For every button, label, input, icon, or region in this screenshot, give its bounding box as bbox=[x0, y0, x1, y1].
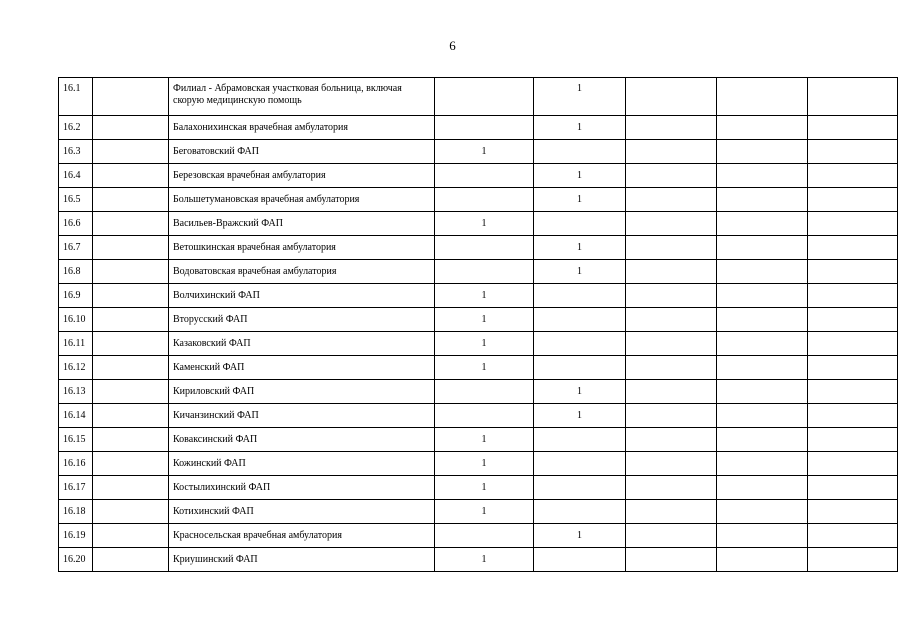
table-row bbox=[59, 428, 898, 452]
value-cell-b: 1 bbox=[534, 164, 626, 188]
code-cell bbox=[93, 116, 169, 140]
value-cell-a bbox=[435, 78, 534, 116]
facility-name-cell: Водоватовская врачебная амбулатория bbox=[169, 260, 435, 284]
facility-name-cell: Костылихинский ФАП bbox=[169, 476, 435, 500]
value-cell-b bbox=[534, 476, 626, 500]
code-cell bbox=[93, 284, 169, 308]
empty-cell bbox=[626, 140, 717, 164]
value-cell-a: 1 bbox=[435, 332, 534, 356]
code-cell bbox=[93, 164, 169, 188]
facility-name-cell: Ветошкинская врачебная амбулатория bbox=[169, 236, 435, 260]
empty-cell bbox=[717, 284, 808, 308]
empty-cell bbox=[717, 140, 808, 164]
table-row bbox=[59, 404, 898, 428]
code-cell bbox=[93, 332, 169, 356]
empty-cell bbox=[808, 284, 898, 308]
empty-cell bbox=[808, 308, 898, 332]
empty-cell bbox=[808, 236, 898, 260]
facility-name-cell: Котихинский ФАП bbox=[169, 500, 435, 524]
row-number-cell: 16.11 bbox=[59, 332, 93, 356]
empty-cell bbox=[626, 236, 717, 260]
empty-cell bbox=[717, 164, 808, 188]
row-number-cell: 16.14 bbox=[59, 404, 93, 428]
value-cell-b: 1 bbox=[534, 260, 626, 284]
table-body bbox=[59, 78, 898, 572]
value-cell-b bbox=[534, 212, 626, 236]
code-cell bbox=[93, 476, 169, 500]
empty-cell bbox=[808, 116, 898, 140]
table-row bbox=[59, 140, 898, 164]
empty-cell bbox=[808, 428, 898, 452]
table-row bbox=[59, 452, 898, 476]
row-number-cell: 16.5 bbox=[59, 188, 93, 212]
row-number-cell: 16.4 bbox=[59, 164, 93, 188]
value-cell-b bbox=[534, 356, 626, 380]
page-number: 6 bbox=[449, 38, 456, 53]
code-cell bbox=[93, 236, 169, 260]
code-cell bbox=[93, 308, 169, 332]
empty-cell bbox=[717, 380, 808, 404]
code-cell bbox=[93, 428, 169, 452]
value-cell-a: 1 bbox=[435, 428, 534, 452]
value-cell-a: 1 bbox=[435, 476, 534, 500]
empty-cell bbox=[626, 212, 717, 236]
facility-name-cell: Кичанзинский ФАП bbox=[169, 404, 435, 428]
empty-cell bbox=[717, 332, 808, 356]
row-number-cell: 16.16 bbox=[59, 452, 93, 476]
facility-name-cell: Волчихинский ФАП bbox=[169, 284, 435, 308]
empty-cell bbox=[626, 116, 717, 140]
empty-cell bbox=[626, 260, 717, 284]
table-row bbox=[59, 164, 898, 188]
empty-cell bbox=[717, 78, 808, 116]
facility-name-cell: Казаковский ФАП bbox=[169, 332, 435, 356]
empty-cell bbox=[808, 78, 898, 116]
empty-cell bbox=[626, 308, 717, 332]
empty-cell bbox=[626, 332, 717, 356]
code-cell bbox=[93, 524, 169, 548]
empty-cell bbox=[717, 116, 808, 140]
empty-cell bbox=[808, 332, 898, 356]
code-cell bbox=[93, 380, 169, 404]
empty-cell bbox=[626, 284, 717, 308]
facilities-table bbox=[58, 77, 898, 572]
code-cell bbox=[93, 188, 169, 212]
row-number-cell: 16.2 bbox=[59, 116, 93, 140]
empty-cell bbox=[808, 404, 898, 428]
empty-cell bbox=[626, 78, 717, 116]
empty-cell bbox=[717, 428, 808, 452]
value-cell-a bbox=[435, 260, 534, 284]
empty-cell bbox=[717, 308, 808, 332]
row-number-cell: 16.9 bbox=[59, 284, 93, 308]
value-cell-b bbox=[534, 452, 626, 476]
empty-cell bbox=[808, 356, 898, 380]
value-cell-a bbox=[435, 524, 534, 548]
empty-cell bbox=[717, 212, 808, 236]
empty-cell bbox=[808, 260, 898, 284]
empty-cell bbox=[808, 380, 898, 404]
table-row bbox=[59, 78, 898, 116]
facility-name-cell: Большетумановская врачебная амбулатория bbox=[169, 188, 435, 212]
facility-name-cell: Коваксинский ФАП bbox=[169, 428, 435, 452]
empty-cell bbox=[626, 500, 717, 524]
value-cell-a: 1 bbox=[435, 452, 534, 476]
empty-cell bbox=[626, 188, 717, 212]
table-row bbox=[59, 500, 898, 524]
facility-name-cell: Балахонихинская врачебная амбулатория bbox=[169, 116, 435, 140]
empty-cell bbox=[808, 212, 898, 236]
row-number-cell: 16.3 bbox=[59, 140, 93, 164]
facility-name-cell: Кириловский ФАП bbox=[169, 380, 435, 404]
value-cell-b: 1 bbox=[534, 524, 626, 548]
row-number-cell: 16.13 bbox=[59, 380, 93, 404]
code-cell bbox=[93, 452, 169, 476]
empty-cell bbox=[808, 452, 898, 476]
code-cell bbox=[93, 500, 169, 524]
value-cell-b: 1 bbox=[534, 404, 626, 428]
row-number-cell: 16.10 bbox=[59, 308, 93, 332]
table-row bbox=[59, 308, 898, 332]
row-number-cell: 16.15 bbox=[59, 428, 93, 452]
table-row bbox=[59, 332, 898, 356]
empty-cell bbox=[626, 452, 717, 476]
facility-name-cell: Филиал - Абрамовская участковая больница, включая скорую медицинскую помощь bbox=[169, 78, 435, 116]
row-number-cell: 16.6 bbox=[59, 212, 93, 236]
code-cell bbox=[93, 356, 169, 380]
table-row bbox=[59, 356, 898, 380]
empty-cell bbox=[717, 452, 808, 476]
value-cell-b: 1 bbox=[534, 188, 626, 212]
empty-cell bbox=[808, 164, 898, 188]
value-cell-b: 1 bbox=[534, 380, 626, 404]
value-cell-b bbox=[534, 548, 626, 572]
empty-cell bbox=[626, 428, 717, 452]
table-row bbox=[59, 116, 898, 140]
empty-cell bbox=[808, 548, 898, 572]
value-cell-a bbox=[435, 116, 534, 140]
table-row bbox=[59, 548, 898, 572]
code-cell bbox=[93, 78, 169, 116]
row-number-cell: 16.8 bbox=[59, 260, 93, 284]
value-cell-a bbox=[435, 164, 534, 188]
table-row bbox=[59, 188, 898, 212]
code-cell bbox=[93, 260, 169, 284]
value-cell-a: 1 bbox=[435, 284, 534, 308]
empty-cell bbox=[808, 476, 898, 500]
value-cell-b bbox=[534, 140, 626, 164]
table-row bbox=[59, 212, 898, 236]
row-number-cell: 16.1 bbox=[59, 78, 93, 116]
facility-name-cell: Беговатовский ФАП bbox=[169, 140, 435, 164]
code-cell bbox=[93, 548, 169, 572]
table-row bbox=[59, 260, 898, 284]
empty-cell bbox=[808, 188, 898, 212]
empty-cell bbox=[626, 404, 717, 428]
empty-cell bbox=[717, 236, 808, 260]
empty-cell bbox=[808, 524, 898, 548]
table-row bbox=[59, 524, 898, 548]
empty-cell bbox=[626, 356, 717, 380]
empty-cell bbox=[626, 380, 717, 404]
value-cell-b: 1 bbox=[534, 78, 626, 116]
value-cell-a: 1 bbox=[435, 140, 534, 164]
facility-name-cell: Кожинский ФАП bbox=[169, 452, 435, 476]
value-cell-b bbox=[534, 332, 626, 356]
table-row bbox=[59, 284, 898, 308]
value-cell-a bbox=[435, 188, 534, 212]
empty-cell bbox=[717, 476, 808, 500]
code-cell bbox=[93, 140, 169, 164]
row-number-cell: 16.7 bbox=[59, 236, 93, 260]
empty-cell bbox=[626, 548, 717, 572]
facility-name-cell: Красносельская врачебная амбулатория bbox=[169, 524, 435, 548]
row-number-cell: 16.17 bbox=[59, 476, 93, 500]
facility-name-cell: Каменский ФАП bbox=[169, 356, 435, 380]
code-cell bbox=[93, 404, 169, 428]
empty-cell bbox=[717, 524, 808, 548]
empty-cell bbox=[626, 524, 717, 548]
value-cell-a: 1 bbox=[435, 308, 534, 332]
value-cell-a bbox=[435, 236, 534, 260]
value-cell-b bbox=[534, 500, 626, 524]
facility-name-cell: Васильев-Вражский ФАП bbox=[169, 212, 435, 236]
empty-cell bbox=[808, 500, 898, 524]
empty-cell bbox=[717, 188, 808, 212]
table-row bbox=[59, 380, 898, 404]
empty-cell bbox=[626, 476, 717, 500]
empty-cell bbox=[717, 548, 808, 572]
value-cell-b bbox=[534, 428, 626, 452]
value-cell-a bbox=[435, 380, 534, 404]
facility-name-cell: Березовская врачебная амбулатория bbox=[169, 164, 435, 188]
code-cell bbox=[93, 212, 169, 236]
row-number-cell: 16.19 bbox=[59, 524, 93, 548]
value-cell-a: 1 bbox=[435, 548, 534, 572]
value-cell-b: 1 bbox=[534, 116, 626, 140]
value-cell-a bbox=[435, 404, 534, 428]
table-row bbox=[59, 476, 898, 500]
empty-cell bbox=[717, 260, 808, 284]
value-cell-a: 1 bbox=[435, 212, 534, 236]
empty-cell bbox=[626, 164, 717, 188]
value-cell-b bbox=[534, 284, 626, 308]
value-cell-a: 1 bbox=[435, 356, 534, 380]
row-number-cell: 16.12 bbox=[59, 356, 93, 380]
empty-cell bbox=[717, 404, 808, 428]
value-cell-b: 1 bbox=[534, 236, 626, 260]
row-number-cell: 16.20 bbox=[59, 548, 93, 572]
empty-cell bbox=[717, 356, 808, 380]
value-cell-b bbox=[534, 308, 626, 332]
facility-name-cell: Вторусский ФАП bbox=[169, 308, 435, 332]
facility-name-cell: Криушинский ФАП bbox=[169, 548, 435, 572]
empty-cell bbox=[808, 140, 898, 164]
table-row bbox=[59, 236, 898, 260]
empty-cell bbox=[717, 500, 808, 524]
value-cell-a: 1 bbox=[435, 500, 534, 524]
row-number-cell: 16.18 bbox=[59, 500, 93, 524]
